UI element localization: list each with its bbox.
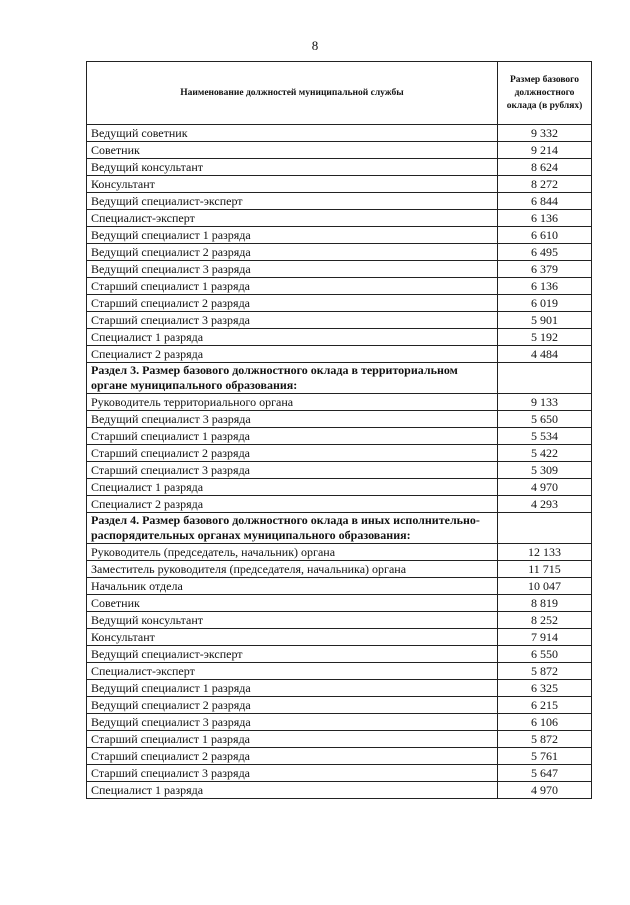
table-row [87, 445, 592, 462]
table-row [87, 748, 592, 765]
salary-value: 6 215 [498, 697, 592, 714]
table-row [87, 561, 592, 578]
position-name: Ведущий специалист 3 разряда [87, 261, 498, 278]
position-name: Специалист-эксперт [87, 663, 498, 680]
position-name: Ведущий специалист 2 разряда [87, 244, 498, 261]
position-name: Начальник отдела [87, 578, 498, 595]
position-name: Консультант [87, 629, 498, 646]
table-row [87, 125, 592, 142]
position-name: Консультант [87, 176, 498, 193]
position-name: Старший специалист 1 разряда [87, 428, 498, 445]
salary-value: 6 019 [498, 295, 592, 312]
salary-value: 6 844 [498, 193, 592, 210]
salary-value: 6 610 [498, 227, 592, 244]
table-row [87, 629, 592, 646]
salary-value: 4 970 [498, 479, 592, 496]
table-row [87, 496, 592, 513]
section-row [87, 513, 592, 544]
table-row [87, 479, 592, 496]
salary-value: 8 272 [498, 176, 592, 193]
position-name: Специалист-эксперт [87, 210, 498, 227]
position-name: Специалист 1 разряда [87, 479, 498, 496]
table-row [87, 544, 592, 561]
position-name: Старший специалист 3 разряда [87, 312, 498, 329]
table-row [87, 346, 592, 363]
table-row [87, 411, 592, 428]
table-row [87, 394, 592, 411]
position-name: Старший специалист 2 разряда [87, 748, 498, 765]
table-row [87, 312, 592, 329]
salary-value: 12 133 [498, 544, 592, 561]
position-name: Старший специалист 1 разряда [87, 731, 498, 748]
salary-value: 6 325 [498, 680, 592, 697]
position-name: Старший специалист 1 разряда [87, 278, 498, 295]
table-row [87, 278, 592, 295]
position-name: Специалист 1 разряда [87, 329, 498, 346]
table-row [87, 142, 592, 159]
position-name: Советник [87, 595, 498, 612]
salary-value: 7 914 [498, 629, 592, 646]
salary-value [498, 513, 592, 544]
table-row [87, 578, 592, 595]
salary-value: 5 650 [498, 411, 592, 428]
salary-value: 5 534 [498, 428, 592, 445]
position-name: Руководитель (председатель, начальник) органа [87, 544, 498, 561]
salary-value: 6 106 [498, 714, 592, 731]
table-row [87, 176, 592, 193]
salary-value: 8 819 [498, 595, 592, 612]
position-name: Специалист 1 разряда [87, 782, 498, 799]
salary-value: 5 309 [498, 462, 592, 479]
salary-value: 11 715 [498, 561, 592, 578]
salary-value: 5 422 [498, 445, 592, 462]
salary-table [86, 61, 592, 799]
position-name: Ведущий специалист-эксперт [87, 646, 498, 663]
position-name: Ведущий специалист 2 разряда [87, 697, 498, 714]
section-row [87, 363, 592, 394]
salary-value: 6 495 [498, 244, 592, 261]
table-row [87, 295, 592, 312]
table-row [87, 663, 592, 680]
table-row [87, 714, 592, 731]
salary-value: 4 293 [498, 496, 592, 513]
table-row [87, 244, 592, 261]
position-name: Специалист 2 разряда [87, 496, 498, 513]
table-row [87, 159, 592, 176]
salary-value: 10 047 [498, 578, 592, 595]
position-name: Старший специалист 2 разряда [87, 445, 498, 462]
salary-value: 5 901 [498, 312, 592, 329]
section-title: Раздел 3. Размер базового должностного оклада в территориальном органе муниципального образования: [87, 363, 498, 394]
salary-value: 6 136 [498, 210, 592, 227]
page-number: 8 [311, 38, 319, 53]
table-row [87, 765, 592, 782]
salary-value: 6 136 [498, 278, 592, 295]
position-name: Старший специалист 3 разряда [87, 462, 498, 479]
table-row [87, 210, 592, 227]
salary-value: 5 872 [498, 663, 592, 680]
salary-value: 9 133 [498, 394, 592, 411]
position-name: Старший специалист 3 разряда [87, 765, 498, 782]
table-row [87, 612, 592, 629]
table-row [87, 261, 592, 278]
position-name: Ведущий специалист 1 разряда [87, 227, 498, 244]
salary-value [498, 363, 592, 394]
table-row [87, 428, 592, 445]
position-name: Ведущий специалист 3 разряда [87, 714, 498, 731]
salary-value: 5 872 [498, 731, 592, 748]
header-position: Наименование должностей муниципальной службы [87, 62, 498, 125]
table-row [87, 329, 592, 346]
table-body [87, 125, 592, 799]
position-name: Советник [87, 142, 498, 159]
salary-value: 6 550 [498, 646, 592, 663]
position-name: Ведущий специалист 3 разряда [87, 411, 498, 428]
table-row [87, 646, 592, 663]
table-header-row [87, 62, 592, 125]
salary-value: 5 647 [498, 765, 592, 782]
position-name: Ведущий консультант [87, 159, 498, 176]
table-row [87, 193, 592, 210]
position-name: Заместитель руководителя (председателя, начальника) органа [87, 561, 498, 578]
position-name: Ведущий советник [87, 125, 498, 142]
salary-value: 6 379 [498, 261, 592, 278]
section-title: Раздел 4. Размер базового должностного оклада в иных исполнительно-распорядительных органах муниципального образования: [87, 513, 498, 544]
position-name: Ведущий специалист 1 разряда [87, 680, 498, 697]
table-row [87, 782, 592, 799]
salary-value: 8 252 [498, 612, 592, 629]
salary-value: 9 332 [498, 125, 592, 142]
position-name: Ведущий специалист-эксперт [87, 193, 498, 210]
salary-value: 4 970 [498, 782, 592, 799]
table-row [87, 595, 592, 612]
table-row [87, 680, 592, 697]
table-row [87, 462, 592, 479]
salary-value: 8 624 [498, 159, 592, 176]
position-name: Руководитель территориального органа [87, 394, 498, 411]
salary-value: 5 192 [498, 329, 592, 346]
salary-value: 9 214 [498, 142, 592, 159]
table-row [87, 731, 592, 748]
position-name: Ведущий консультант [87, 612, 498, 629]
position-name: Старший специалист 2 разряда [87, 295, 498, 312]
header-salary: Размер базового должностного оклада (в рублях) [498, 62, 592, 125]
table-row [87, 227, 592, 244]
salary-value: 5 761 [498, 748, 592, 765]
salary-value: 4 484 [498, 346, 592, 363]
table-row [87, 697, 592, 714]
position-name: Специалист 2 разряда [87, 346, 498, 363]
